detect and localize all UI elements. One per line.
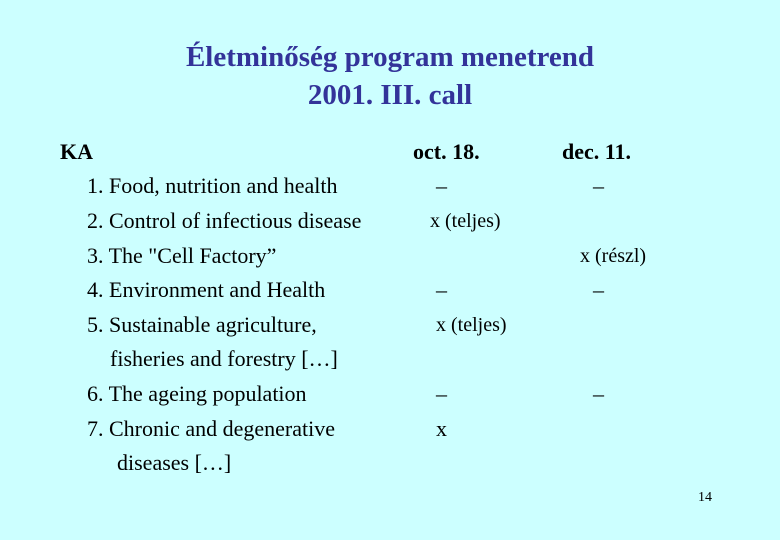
ka-item-label: 1. Food, nutrition and health [87, 173, 338, 198]
col-header-oct: oct. 18. [413, 139, 480, 164]
ka-item-label-continued: fisheries and forestry […] [110, 346, 338, 371]
ka-item-dec-status: x (részl) [580, 245, 647, 267]
ka-item-label: 6. The ageing population [87, 381, 307, 406]
ka-item-oct-status: – [436, 173, 447, 198]
page-number: 14 [698, 490, 712, 505]
ka-item-label: 5. Sustainable agriculture, [87, 312, 317, 337]
slide-title-line1: Életminőség program menetrend [185, 41, 595, 73]
ka-header: KA [60, 139, 93, 164]
col-header-dec: dec. 11. [562, 139, 632, 164]
ka-item-oct-status: x [436, 416, 447, 441]
ka-item-label: 7. Chronic and degenerative [87, 416, 336, 441]
ka-item-label: 2. Control of infectious disease [87, 208, 362, 233]
ka-item-label: 3. The "Cell Factory” [87, 243, 277, 268]
ka-item-label: 4. Environment and Health [87, 277, 326, 302]
ka-item-dec-status: – [593, 381, 604, 406]
ka-item-dec-status: – [593, 277, 604, 302]
ka-item-dec-status: – [593, 173, 604, 198]
ka-item-label-continued: diseases […] [117, 450, 232, 475]
ka-item-oct-status: x (teljes) [430, 210, 501, 232]
ka-item-oct-status: – [436, 277, 447, 302]
slide-title-line2: 2001. III. call [307, 79, 473, 111]
ka-item-oct-status: x (teljes) [436, 314, 507, 336]
ka-item-oct-status: – [436, 381, 447, 406]
